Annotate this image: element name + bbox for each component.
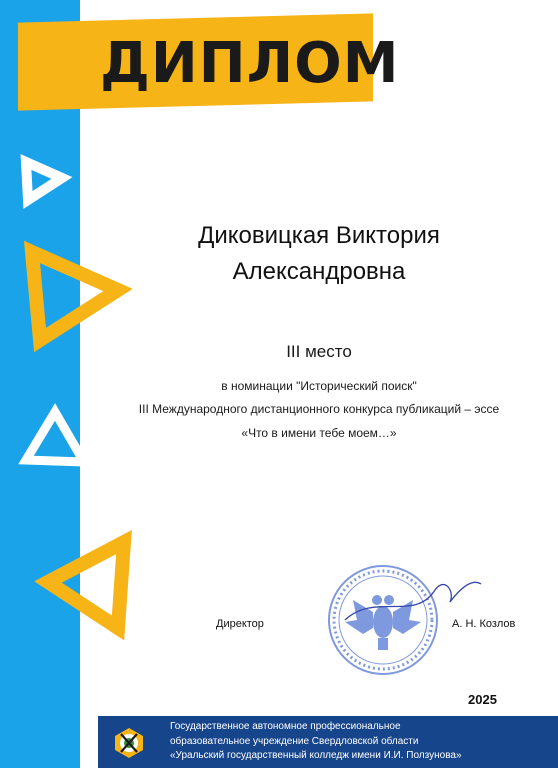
- institution-line2: образовательное учреждение Свердловской области: [170, 735, 419, 747]
- contest-name: III Международного дистанционного конкурса публикаций – эссе: [138, 402, 500, 416]
- signature-role: Директор: [216, 618, 264, 630]
- eagle-icon: [345, 595, 421, 650]
- recipient-name: [80, 218, 558, 290]
- award-place: III место: [286, 342, 352, 361]
- institution-line1: Государственное автономное профессиональное: [170, 721, 401, 732]
- decorative-triangles: [0, 0, 140, 768]
- recipient-name-line2: Александровна: [232, 258, 406, 285]
- triangle-outline-icon: [48, 542, 124, 628]
- diploma-title: ДИПЛОМ: [100, 31, 400, 96]
- college-emblem-icon: [112, 726, 146, 760]
- triangle-outline-icon: [26, 412, 84, 462]
- award-nomination: в номинации "Исторический поиск": [221, 379, 417, 393]
- signature-name: А. Н. Козлов: [452, 618, 516, 630]
- essay-topic: «Что в имени тебе моем…»: [241, 426, 397, 440]
- document-year: 2025: [468, 692, 497, 707]
- triangle-outline-icon: [26, 162, 62, 200]
- institution-name: [170, 720, 558, 764]
- institution-line3: «Уральский государственный колледж имени И.И. Ползунова»: [170, 750, 462, 761]
- recipient-name-line1: Диковицкая Виктория: [198, 222, 440, 249]
